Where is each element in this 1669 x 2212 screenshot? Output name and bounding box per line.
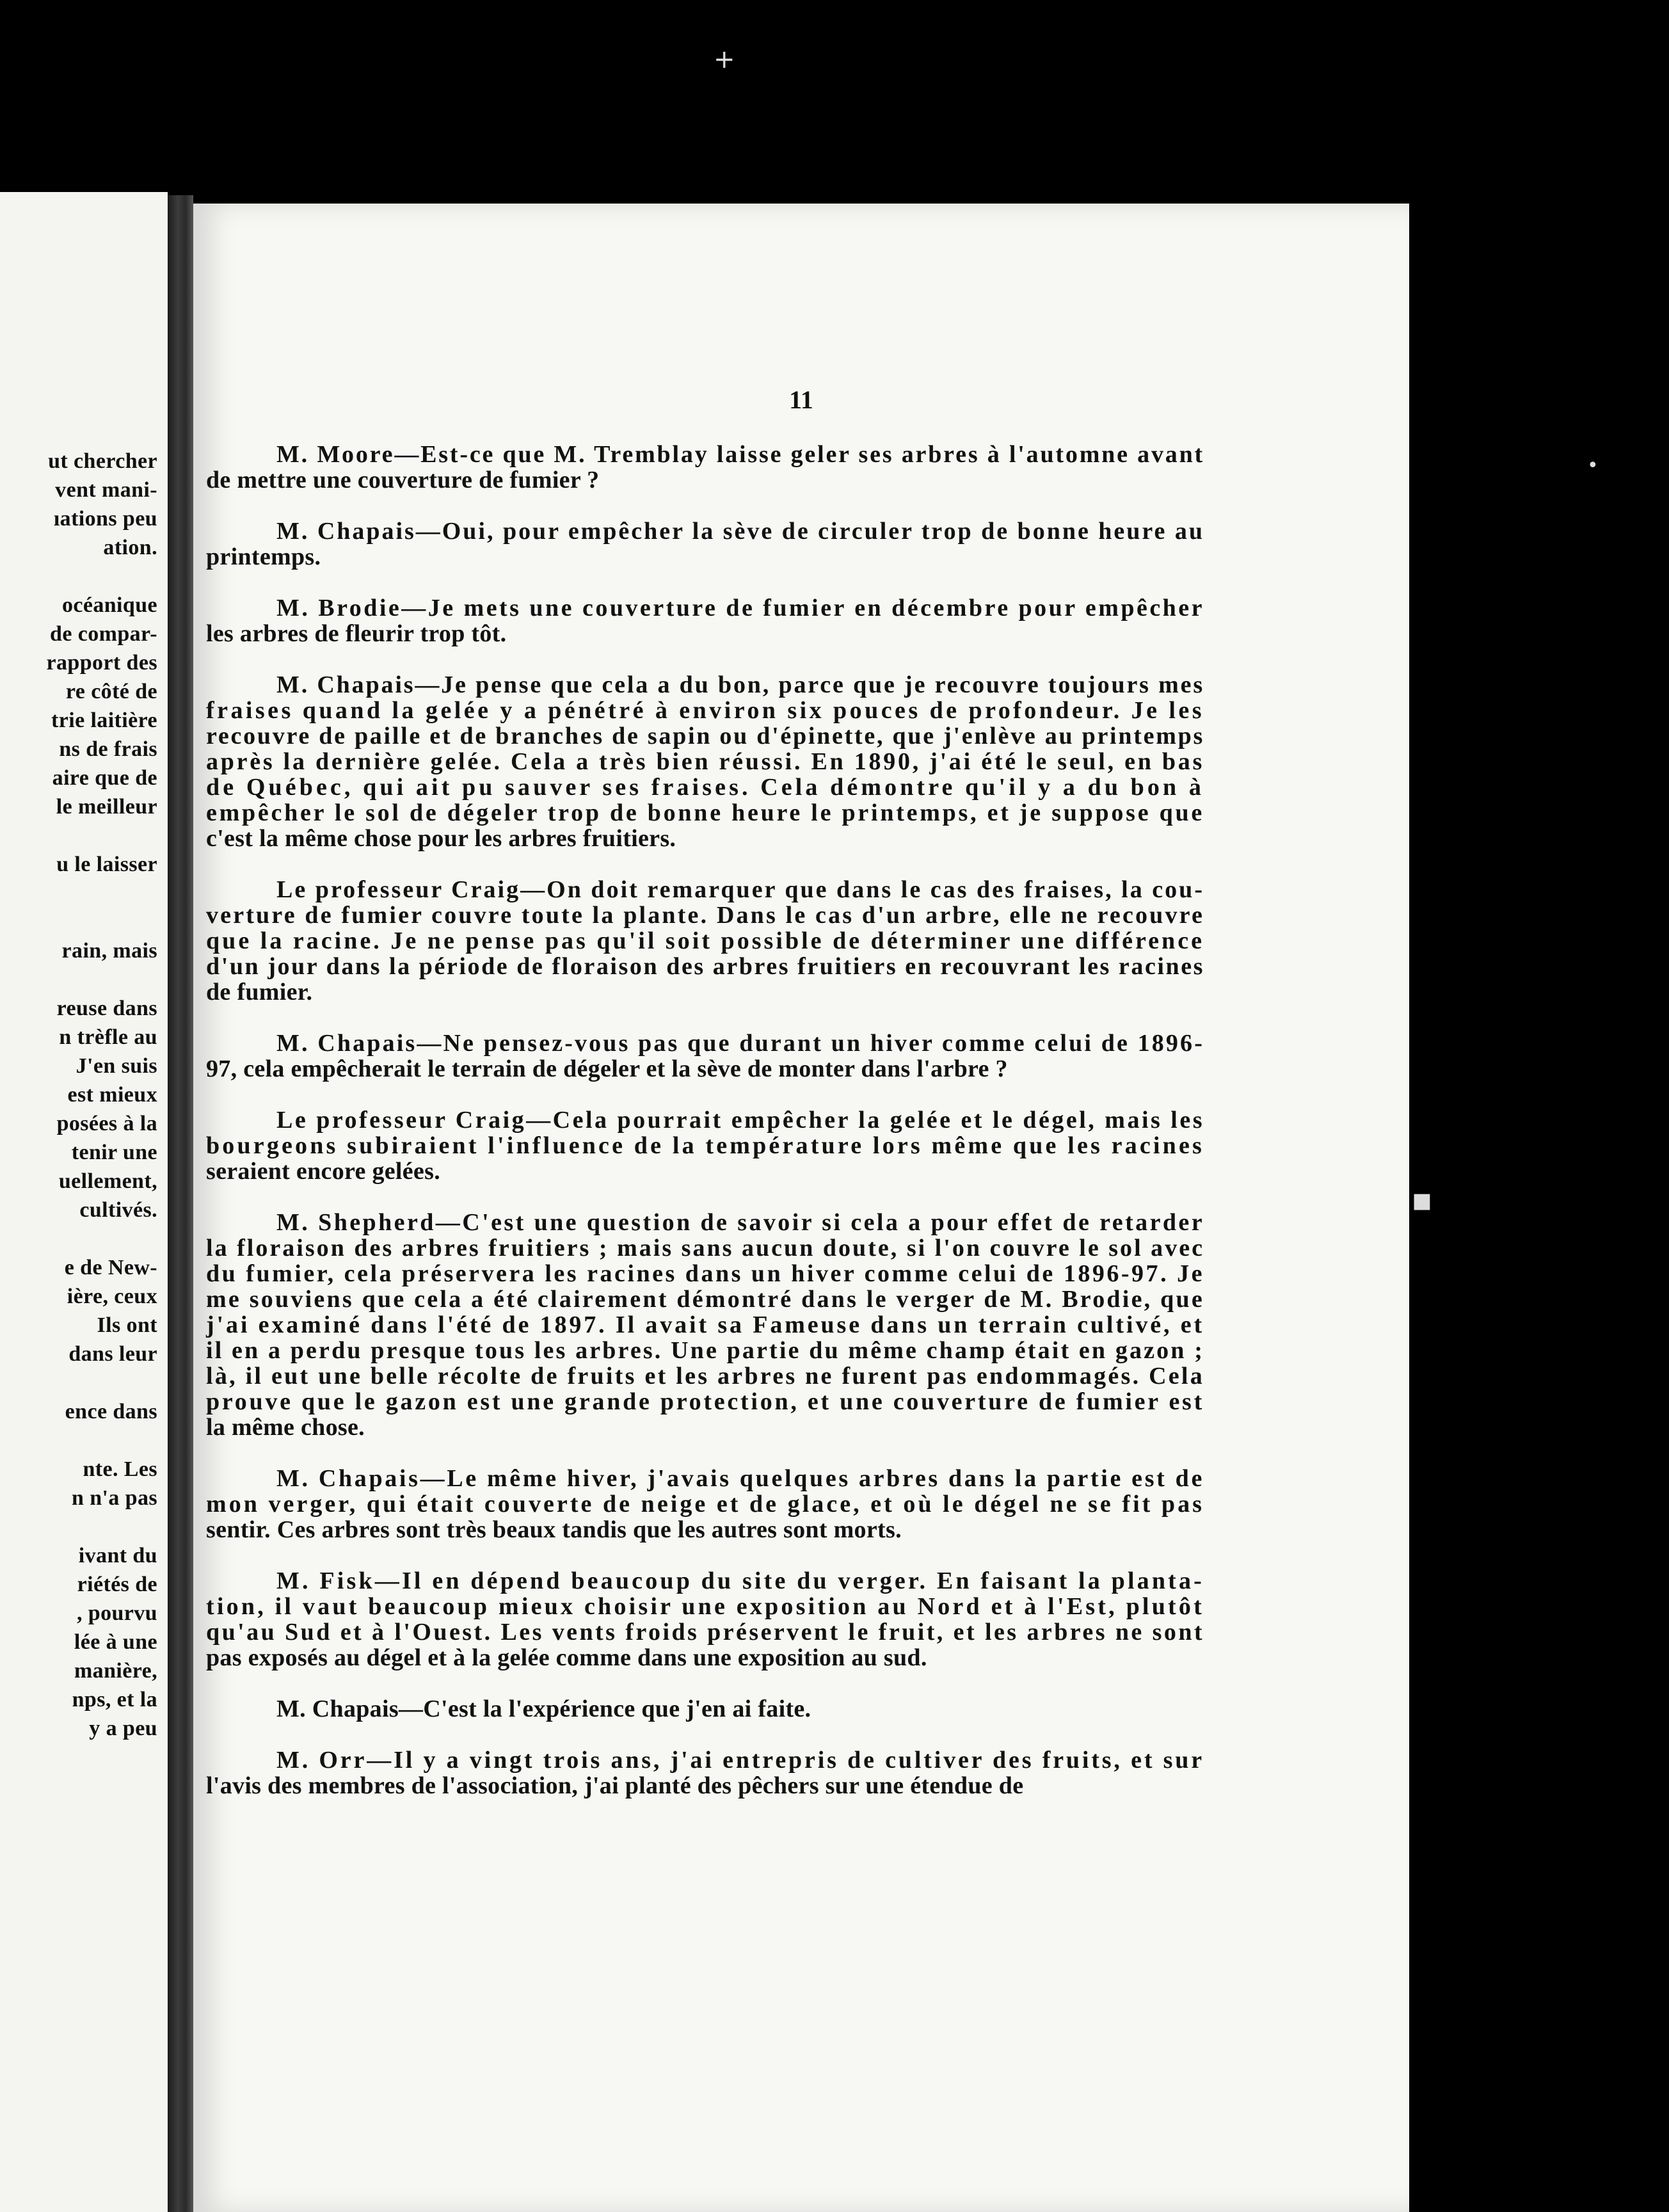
paragraph: [206, 877, 1227, 1005]
paragraph-line: M. Moore—Est-ce que M. Tremblay laisse geler ses arbres à l'automne avant: [276, 441, 1204, 468]
scan-speck: ▪: [1411, 1181, 1433, 1218]
left-page-line: vent mani-: [55, 478, 157, 502]
left-page-gap: [0, 879, 157, 908]
left-page-line: le meilleur: [56, 795, 157, 819]
paragraph-line: prouve que le gazon est une grande protection, et une couverture de fumier est: [206, 1388, 1204, 1415]
left-page-gap: [0, 1368, 157, 1397]
left-page-line: ns de frais: [59, 737, 157, 761]
paragraph-line: seraient encore gelées.: [206, 1158, 440, 1185]
paragraph-line: qu'au Sud et à l'Ouest. Les vents froids préservent le fruit, et les arbres ne sont: [206, 1619, 1205, 1646]
left-page-gap: [0, 908, 157, 936]
paragraph: [206, 1210, 1227, 1440]
paragraph-line: que la racine. Je ne pense pas qu'il soit possible de déterminer une différence: [206, 927, 1204, 954]
paragraph-line: d'un jour dans la période de floraison des arbres fruitiers en recouvrant les racines: [206, 953, 1204, 980]
paragraph-line: pas exposés au dégel et à la gelée comme dans une exposition au sud.: [206, 1644, 927, 1671]
left-page-line: rapport des: [46, 651, 157, 675]
left-page-line: ation.: [103, 536, 157, 559]
left-page-line: ivant du: [78, 1544, 157, 1567]
paragraph-line: fraises quand la gelée y a pénétré à environ six pouces de profondeur. Je les: [206, 697, 1204, 724]
left-page-line: e de New-: [64, 1256, 157, 1279]
paragraph-line: c'est la même chose pour les arbres fruitiers.: [206, 825, 676, 852]
left-page-line: lée à une: [74, 1630, 157, 1654]
left-page-line: reuse dans: [56, 997, 157, 1020]
paragraph: [206, 1107, 1227, 1184]
paragraph-line: du fumier, cela préservera les racines dans un hiver comme celui de 1896-97. Je: [206, 1260, 1204, 1287]
paragraph-line: tion, il vaut beaucoup mieux choisir une exposition au Nord et à l'Est, plutôt: [206, 1593, 1204, 1620]
paragraph-line: la même chose.: [206, 1414, 365, 1441]
paragraph-line: de Québec, qui ait pu sauver ses fraises. Cela démontre qu'il y a du bon à: [206, 774, 1204, 801]
paragraph-line: M. Orr—Il y a vingt trois ans, j'ai entrepris de cultiver des fruits, et sur: [276, 1747, 1204, 1774]
paragraph-line: M. Shepherd—C'est une question de savoir si cela a pour effet de retarder: [276, 1209, 1204, 1236]
paragraph-line: recouvre de paille et de branches de sapin ou d'épinette, que j'enlève au printemps: [206, 723, 1204, 749]
paragraph-line: verture de fumier couvre toute la plante. Dans le cas d'un arbre, elle ne recouvre: [206, 902, 1204, 929]
paragraph-line: M. Chapais—Le même hiver, j'avais quelques arbres dans la partie est de: [276, 1465, 1204, 1492]
paragraph-line: mon verger, qui était couverte de neige et de glace, et où le dégel ne se fit pas: [206, 1491, 1204, 1518]
paragraph: [206, 1696, 1227, 1722]
left-page-line: , pourvu: [76, 1601, 157, 1625]
paragraph-line: les arbres de fleurir trop tôt.: [206, 620, 507, 647]
book-spine: [168, 195, 193, 2212]
left-page-line: n n'a pas: [71, 1486, 157, 1510]
paragraph: [206, 595, 1227, 646]
paragraph-line: me souviens que cela a été clairement démontré dans le verger de M. Brodie, que: [206, 1286, 1204, 1313]
paragraph: [206, 442, 1227, 493]
paragraph-line: il en a perdu presque tous les arbres. Une partie du même champ était en gazon ;: [206, 1337, 1204, 1364]
paragraph: [206, 1568, 1227, 1671]
paragraph-line: empêcher le sol de dégeler trop de bonne heure le printemps, et je suppose que: [206, 799, 1204, 826]
paragraph-line: M. Chapais—Je pense que cela a du bon, parce que je recouvre toujours mes: [276, 671, 1204, 698]
paragraph-line: là, il eut une belle récolte de fruits et les arbres ne furent pas endommagés. Cela: [206, 1363, 1204, 1390]
left-page-line: uellement,: [58, 1169, 157, 1193]
paragraph-line: M. Chapais—Oui, pour empêcher la sève de circuler trop de bonne heure au: [276, 518, 1204, 545]
left-page-line: cultivés.: [79, 1198, 157, 1222]
paragraph-line: M. Chapais—Ne pensez-vous pas que durant un hiver comme celui de 1896-: [276, 1030, 1204, 1057]
left-page-line: dans leur: [68, 1342, 157, 1366]
left-page-line: nte. Les: [83, 1457, 157, 1481]
left-page-line: re côté de: [65, 680, 157, 703]
left-page-line: ence dans: [65, 1400, 157, 1423]
left-page-gap: [0, 965, 157, 994]
left-page-gap: [0, 562, 157, 591]
paragraph-line: Le professeur Craig—Cela pourrait empêcher la gelée et le dégel, mais les: [276, 1107, 1204, 1134]
paragraph-line: l'avis des membres de l'association, j'ai planté des pêchers sur une étendue de: [206, 1772, 1024, 1799]
paragraph-line: de mettre une couverture de fumier ?: [206, 467, 600, 493]
paragraph-line: 97, cela empêcherait le terrain de dégeler et la sève de monter dans l'arbre ?: [206, 1055, 1008, 1082]
paragraph-line: la floraison des arbres fruitiers ; mais sans aucun doute, si l'on couvre le sol avec: [206, 1235, 1204, 1262]
paragraph-line: printemps.: [206, 543, 321, 570]
paragraph-line: de fumier.: [206, 979, 313, 1006]
left-page-line: trie laitière: [51, 709, 157, 732]
left-page-line: nps, et la: [72, 1688, 157, 1711]
left-page-line: riétés de: [77, 1573, 157, 1596]
left-page-line: manière,: [74, 1659, 157, 1683]
paragraph-line: sentir. Ces arbres sont très beaux tandis que les autres sont morts.: [206, 1516, 902, 1543]
left-page-line: y a peu: [89, 1717, 157, 1740]
previous-page-fragment: [0, 192, 168, 2212]
page-number: 11: [789, 385, 813, 414]
left-page-line: ıations peu: [53, 507, 157, 531]
previous-page-text: [0, 447, 157, 1743]
page-body: [206, 442, 1227, 1824]
paragraph-line: bourgeons subiraient l'influence de la température lors même que les racines: [206, 1132, 1204, 1159]
left-page-line: n trèfle au: [59, 1025, 157, 1049]
left-page-gap: [0, 821, 157, 850]
left-page-line: océanique: [61, 593, 157, 617]
left-page-line: est mieux: [67, 1083, 157, 1107]
left-page-line: aire que de: [52, 766, 157, 790]
paragraph-line: j'ai examiné dans l'été de 1897. Il avait sa Fameuse dans un terrain cultivé, et: [206, 1311, 1204, 1338]
left-page-line: ière, ceux: [67, 1285, 157, 1308]
left-page-line: Ils ont: [97, 1313, 157, 1337]
scan-speck: •: [1587, 454, 1599, 477]
left-page-line: u le laisser: [56, 853, 157, 876]
paragraph-line: M. Chapais—C'est la l'expérience que j'en ai faite.: [276, 1695, 811, 1722]
paragraph: [206, 672, 1227, 851]
paragraph: [206, 1030, 1227, 1082]
main-page: [193, 204, 1409, 2212]
left-page-line: rain, mais: [61, 939, 157, 963]
paragraph-line: après la dernière gelée. Cela a très bien réussi. En 1890, j'ai été le seul, en bas: [206, 748, 1205, 775]
paragraph: [206, 1747, 1227, 1799]
left-page-line: ut chercher: [48, 449, 157, 473]
scan-speck: +: [714, 45, 735, 74]
paragraph-line: M. Fisk—Il en dépend beaucoup du site du verger. En faisant la planta-: [276, 1567, 1204, 1594]
left-page-gap: [0, 1224, 157, 1253]
left-page-line: tenir une: [71, 1141, 157, 1164]
paragraph: [206, 518, 1227, 570]
left-page-line: de compar-: [50, 622, 157, 646]
paragraph: [206, 1466, 1227, 1543]
paragraph-line: M. Brodie—Je mets une couverture de fumier en décembre pour empêcher: [276, 595, 1204, 621]
left-page-line: J'en suis: [76, 1054, 157, 1078]
left-page-gap: [0, 1512, 157, 1541]
left-page-gap: [0, 1426, 157, 1455]
left-page-line: posées à la: [56, 1112, 157, 1135]
paragraph-line: Le professeur Craig—On doit remarquer que dans le cas des fraises, la cou-: [276, 876, 1204, 903]
